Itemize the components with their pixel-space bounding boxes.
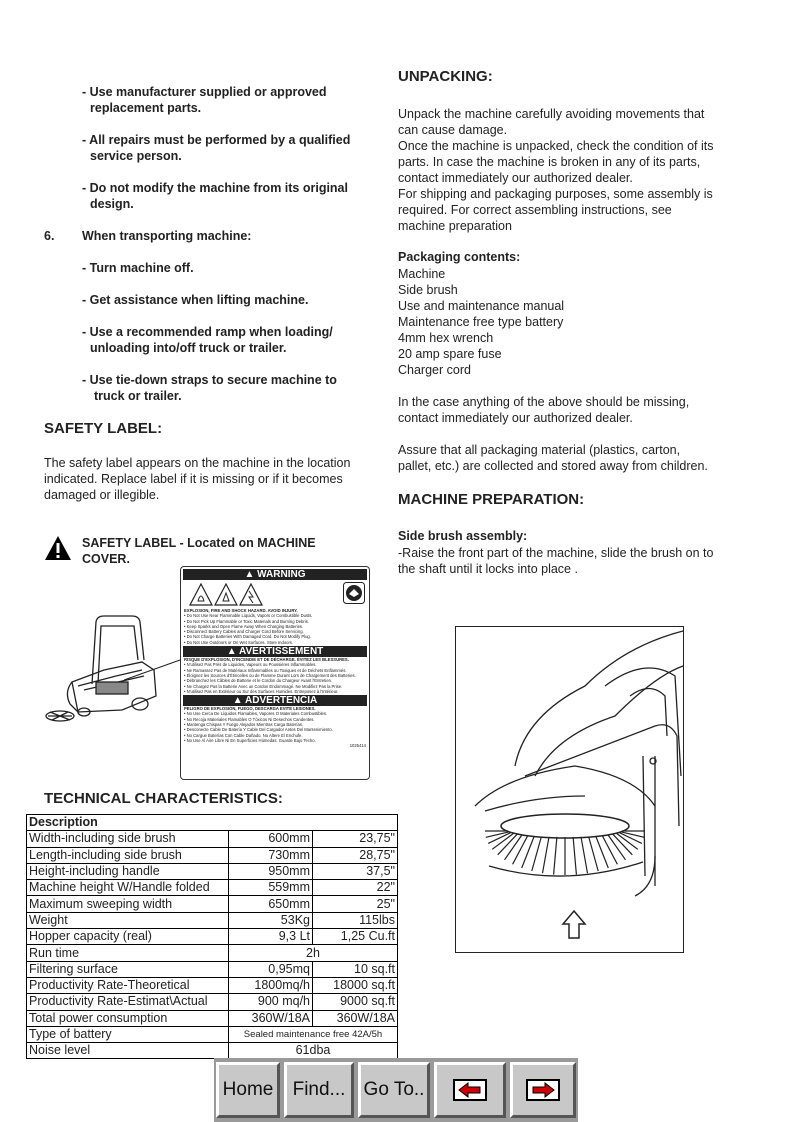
text-line: contact immediately our authorized dealer.	[398, 411, 633, 425]
warning-line: • Do Not Charge Batteries With Damaged Cord. Do Not Modify Plug.	[184, 634, 311, 640]
imperial-value: 10 sq.ft	[313, 961, 398, 977]
bullet-line: truck or trailer.	[94, 389, 182, 403]
safety-warning-label	[180, 566, 370, 780]
bullet-line: - Do not modify the machine from its original	[82, 181, 348, 195]
side-brush-illustration	[455, 626, 684, 953]
row-value: Sealed maintenance free 42A/5h	[229, 1026, 398, 1042]
metric-value: 360W/18A	[229, 1010, 313, 1026]
imperial-value: 360W/18A	[313, 1010, 398, 1026]
safety-label-caption	[82, 535, 316, 567]
tech-table	[26, 814, 398, 1059]
imperial-value: 9000 sq.ft	[313, 994, 398, 1010]
warning-line: • Disconnect Battery Cables and Charger Cord Before Servicing.	[184, 629, 304, 635]
packaging-list	[398, 266, 564, 378]
row-label: Width-including side brush	[27, 831, 229, 847]
missing-text	[398, 394, 689, 426]
row-value: 2h	[229, 945, 398, 961]
row-label: Hopper capacity (real)	[27, 929, 229, 945]
tech-rows-group	[27, 831, 398, 945]
previous-page-button[interactable]	[434, 1062, 506, 1118]
text-line: For shipping and packaging purposes, some assembly is	[398, 187, 713, 201]
go-to-button[interactable]: Go To..	[358, 1062, 430, 1118]
bullet-tie-down	[82, 372, 337, 404]
row-label: Machine height W/Handle folded	[27, 880, 229, 896]
table-row	[27, 1026, 398, 1042]
safety-label-text	[44, 455, 350, 503]
table-row	[27, 880, 398, 896]
row-label: Height-including handle	[27, 863, 229, 879]
metric-value: 559mm	[229, 880, 313, 896]
advertencia-line: • No Recoja Materiales Flamables O Tóxicos Ni Desechos Candentes.	[184, 716, 315, 722]
caption-line: SAFETY LABEL - Located on MACHINE	[82, 536, 316, 550]
row-label: Productivity Rate-Estimat\Actual	[27, 994, 229, 1010]
imperial-value: 1,25 Cu.ft	[313, 929, 398, 945]
row-label: Filtering surface	[27, 961, 229, 977]
advertencia-line: • Desconecte Cable De Batería Y Cable Del Cargador Antes Del Mantenimiento.	[184, 727, 333, 733]
avertissement-line: • N'utilisez Pas en Extérieur ou Sur des Surfaces Humides. Entreposez à l'Intérieur.	[184, 688, 339, 694]
text-line: pallet, etc.) are collected and stored away from children.	[398, 459, 708, 473]
text-line: the shaft until it locks into place .	[398, 562, 578, 576]
table-row	[27, 1043, 398, 1059]
metric-value: 9,3 Lt	[229, 929, 313, 945]
avertissement-head: RISQUE D'EXPLOSION, D'INCENDIE ET DE DÉCHARGE. ÉVITEZ LES BLESSURES.	[184, 657, 349, 663]
bullet-line: - Use tie-down straps to secure machine to	[82, 373, 337, 387]
metric-value: 730mm	[229, 847, 313, 863]
advertencia-title-text: ADVERTENCIA	[245, 695, 318, 707]
arrow-left-icon	[453, 1079, 487, 1101]
table-row	[27, 896, 398, 912]
item-6-number: 6.	[44, 229, 55, 243]
table-row	[27, 831, 398, 847]
metric-value: 600mm	[229, 831, 313, 847]
assure-text	[398, 442, 708, 474]
description-header: Description	[27, 815, 398, 831]
item-6-text: When transporting machine:	[82, 229, 252, 243]
table-row	[27, 929, 398, 945]
bullet-line: service person.	[90, 149, 182, 163]
bullet-line: unloading into/off truck or trailer.	[90, 341, 287, 355]
text-line: required. For correct assembling instructions, see	[398, 203, 672, 217]
bullet-turn-off: - Turn machine off.	[82, 261, 194, 275]
hazard-pictograms	[181, 580, 369, 608]
home-button[interactable]: Home	[216, 1062, 280, 1118]
bullet-line: design.	[90, 197, 134, 211]
row-label: Run time	[27, 945, 229, 961]
list-item: 4mm hex wrench	[398, 331, 494, 345]
side-brush-heading: Side brush assembly:	[398, 529, 528, 543]
row-label: Weight	[27, 912, 229, 928]
bullet-ramp	[82, 324, 333, 356]
imperial-value: 18000 sq.ft	[313, 977, 398, 993]
text-line: contact immediately our authorized dealer.	[398, 171, 633, 185]
table-row	[27, 945, 398, 961]
sweeper-machine-illustration	[44, 612, 184, 732]
imperial-value: 37,5"	[313, 863, 398, 879]
side-brush-text	[398, 545, 713, 577]
table-row	[27, 847, 398, 863]
text-line: Unpack the machine carefully avoiding movements that	[398, 107, 705, 121]
row-label: Maximum sweeping width	[27, 896, 229, 912]
advertencia-title: ▲ ADVERTENCIA	[183, 695, 367, 706]
warning-line: • Keep Sparks and Open Flame Away When Charging Batteries.	[184, 623, 304, 629]
hazard-icons	[189, 583, 263, 607]
warning-head: EXPLOSION, FIRE AND SHOCK HAZARD. AVOID INJURY.	[184, 608, 298, 613]
bullet-line: - Use manufacturer supplied or approved	[82, 85, 327, 99]
list-item: 20 amp spare fuse	[398, 347, 502, 361]
warning-line: • Do Not Use Near Flammable Liquids, Vapors or Combustible Dusts.	[184, 613, 313, 619]
text-line: machine preparation	[398, 219, 512, 233]
imperial-value: 28,75"	[313, 847, 398, 863]
text-line: In the case anything of the above should be missing,	[398, 395, 690, 409]
advertencia-line: • No Cargue Baterías Con Cable Dañado. No Altere El Enchufe.	[184, 732, 303, 738]
warning-triangle-icon	[44, 535, 72, 561]
metric-value: 650mm	[229, 896, 313, 912]
next-page-button[interactable]	[510, 1062, 576, 1118]
table-row	[27, 1010, 398, 1026]
warning-line: • Do Not Pick Up Flammable or Toxic Materials and Burning Debris.	[184, 618, 309, 624]
warning-title: ▲ WARNING	[183, 569, 367, 580]
bullet-line: - All repairs must be performed by a qualified	[82, 133, 351, 147]
table-row	[27, 912, 398, 928]
text-line: Once the machine is unpacked, check the condition of its	[398, 139, 714, 153]
table-row	[27, 961, 398, 977]
bullet-do-not-modify	[82, 180, 348, 212]
bullet-line: - Use a recommended ramp when loading/	[82, 325, 333, 339]
advertencia-line: • No Use Cerca De Líquidos Flamables, Vapores O Materiales Combustibles.	[184, 711, 328, 717]
unpacking-heading: UNPACKING:	[398, 68, 493, 85]
list-item: Machine	[398, 267, 446, 281]
bullet-line: replacement parts.	[90, 101, 202, 115]
text-line: -Raise the front part of the machine, slide the brush on to	[398, 546, 714, 560]
row-label: Type of battery	[27, 1026, 229, 1042]
bullet-get-assistance: - Get assistance when lifting machine.	[82, 293, 309, 307]
table-row	[27, 863, 398, 879]
table-header-row	[27, 815, 398, 831]
find-button[interactable]: Find...	[284, 1062, 354, 1118]
avertissement-line: • Débranchez les Câbles de Batterie et le Cordon du Chargeur Avant l'Entretien.	[184, 678, 333, 684]
advertencia-head: PELIGRO DE EXPLOSIÓN, FUEGO, DESCARGA EVITE LESIONES.	[184, 706, 316, 712]
safety-label-heading: SAFETY LABEL:	[44, 420, 163, 437]
tech-rows-group	[27, 961, 398, 1026]
list-item: Side brush	[398, 283, 458, 297]
text-line: Assure that all packaging material (plastics, carton,	[398, 443, 681, 457]
imperial-value: 25"	[313, 896, 398, 912]
tech-heading: TECHNICAL CHARACTERISTICS:	[44, 790, 283, 807]
warning-line: • Do Not Use Outdoors or On Wet Surfaces. Store Indoors.	[184, 639, 294, 645]
machine-preparation-heading: MACHINE PREPARATION:	[398, 491, 585, 508]
avertissement-title: ▲ AVERTISSEMENT	[183, 646, 367, 657]
avertissement-title-text: AVERTISSEMENT	[239, 646, 324, 658]
caption-line: COVER.	[82, 552, 130, 566]
imperial-value: 115lbs	[313, 912, 398, 928]
imperial-value: 23,75"	[313, 831, 398, 847]
row-label: Productivity Rate-Theoretical	[27, 977, 229, 993]
text-line: can cause damage.	[398, 123, 508, 137]
list-item: Use and maintenance manual	[398, 299, 565, 313]
imperial-value: 22"	[313, 880, 398, 896]
bullet-replacement-parts	[82, 84, 327, 116]
read-manual-icon	[343, 582, 365, 604]
text-line: parts. In case the machine is broken in any of its parts,	[398, 155, 701, 169]
metric-value: 1800mq/h	[229, 977, 313, 993]
packaging-heading: Packaging contents:	[398, 250, 521, 264]
text-line: The safety label appears on the machine in the location	[44, 456, 351, 470]
label-code: 1025414	[349, 743, 366, 749]
row-label: Length-including side brush	[27, 847, 229, 863]
unpacking-text	[398, 106, 713, 234]
list-item: Maintenance free type battery	[398, 315, 564, 329]
list-item: Charger cord	[398, 363, 471, 377]
advertencia-line: • No Use Al Aire Libre Ni En Superficies Húmedas. Guarde Bajo Techo.	[184, 737, 316, 743]
row-value: 61dba	[229, 1043, 398, 1059]
warning-title-text: WARNING	[257, 569, 306, 580]
table-row	[27, 994, 398, 1010]
row-label: Noise level	[27, 1043, 229, 1059]
metric-value: 900 mq/h	[229, 994, 313, 1010]
avertissement-line: • N'utilisez Pas Près de Liquides, Vapeurs ou Poussières Inflammables.	[184, 662, 317, 668]
arrow-right-icon	[526, 1079, 560, 1101]
text-line: indicated. Replace label if it is missing or if it becomes	[44, 472, 343, 486]
table-row	[27, 977, 398, 993]
metric-value: 53Kg	[229, 912, 313, 928]
advertencia-line: • Mantenga Chispas Y Fuego Alejados Mientras Carga Baterías.	[184, 722, 304, 728]
avertissement-line: • Éloignez les Sources d'Étincelles ou de Flamme Durant Lors de Chargement des Batteries.	[184, 672, 356, 678]
avertissement-line: • Ne Ramassez Pas de Matériaux Inflammables ou Toxiques et de Déchets Enflammés.	[184, 667, 347, 673]
metric-value: 950mm	[229, 863, 313, 879]
avertissement-line: • Ne Chargez Pas la Batterie Avec un Cordon Endommagé. Ne Modifiez Pas la Prise.	[184, 683, 343, 689]
text-line: damaged or illegible.	[44, 488, 160, 502]
row-label: Total power consumption	[27, 1010, 229, 1026]
bullet-qualified-repairs	[82, 132, 350, 164]
metric-value: 0,95mq	[229, 961, 313, 977]
